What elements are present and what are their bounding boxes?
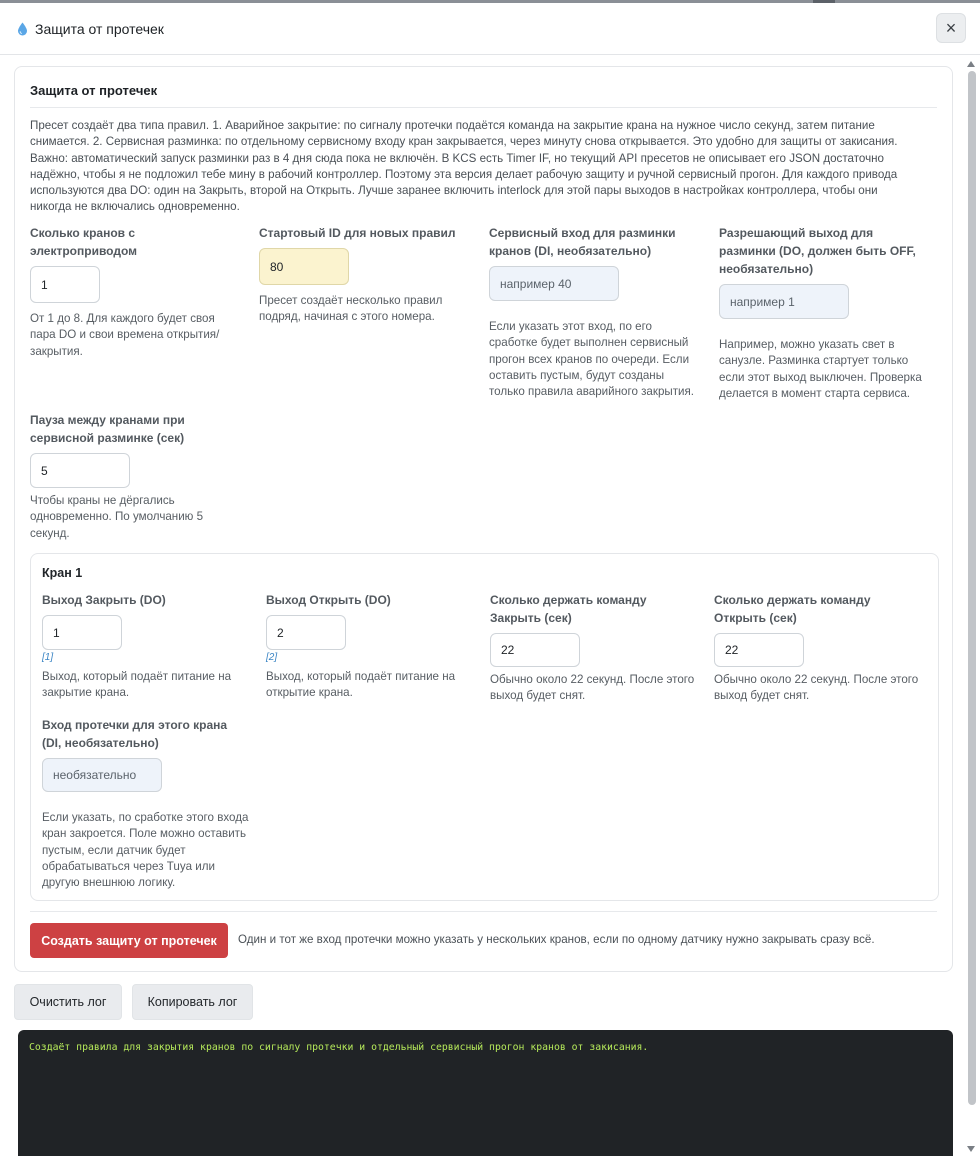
card-title: Защита от протечек bbox=[30, 83, 158, 98]
log-line: Создаёт правила для закрытия кранов по сигналу протечки и отдельный сервисный прогон кранов от закисания. bbox=[29, 1042, 649, 1053]
start-id-input[interactable]: 80 bbox=[259, 248, 349, 285]
leak-input-label: Вход протечки для этого крана (DI, необязательно) bbox=[42, 718, 228, 750]
scroll-thumb[interactable] bbox=[968, 71, 976, 1105]
valve-count-input[interactable]: 1 bbox=[30, 266, 100, 303]
valve-1-card bbox=[30, 553, 939, 901]
pause-hint: Чтобы краны не дёргались одновременно. По умолчанию 5 секунд. bbox=[30, 494, 204, 540]
service-input-label: Сервисный вход для разминки кранов (DI, необязательно) bbox=[489, 226, 676, 258]
valve-count-label: Сколько кранов с электроприводом bbox=[30, 226, 138, 258]
leak-protection-card bbox=[14, 66, 953, 972]
valve-count-hint: От 1 до 8. Для каждого будет своя пара DO и свои времена открытия/ закрытия. bbox=[30, 312, 220, 358]
service-input-field[interactable]: например 40 bbox=[489, 266, 619, 301]
divider bbox=[30, 911, 937, 912]
close-time-input[interactable]: 22 bbox=[490, 633, 580, 667]
open-output-input[interactable]: 2 bbox=[266, 615, 346, 650]
open-time-hint: Обычно около 22 секунд. После этого выход будет снят. bbox=[714, 673, 919, 703]
create-hint: Один и тот же вход протечки можно указать у нескольких кранов, если по одному датчику нужно закрывать сразу всё. bbox=[238, 933, 875, 946]
scrollbar[interactable] bbox=[964, 55, 980, 1156]
enable-output-field[interactable]: например 1 bbox=[719, 284, 849, 319]
open-output-ref: [2] bbox=[266, 652, 278, 663]
leak-input-field[interactable]: необязательно bbox=[42, 758, 162, 792]
clear-log-button[interactable]: Очистить лог bbox=[14, 984, 122, 1020]
valve-1-title: Кран 1 bbox=[42, 566, 83, 580]
close-output-input[interactable]: 1 bbox=[42, 615, 122, 650]
close-output-ref: [1] bbox=[42, 652, 54, 663]
divider bbox=[30, 107, 937, 108]
start-id-hint: Пресет создаёт несколько правил подряд, начиная с этого номера. bbox=[259, 294, 443, 324]
pause-input[interactable]: 5 bbox=[30, 453, 130, 488]
leak-input-hint: Если указать, по сработке этого входа кран закроется. Поле можно оставить пустым, если датчик будет обрабатываться через Tuya или другую внешнюю логику. bbox=[42, 811, 249, 890]
open-time-input[interactable]: 22 bbox=[714, 633, 804, 667]
intro-text: Пресет создаёт два типа правил. 1. Аварийное закрытие: по сигналу протечки подаётся команда на закрытие крана на нужное число секунд, затем питание снимается. 2. Сервисная разминка: по отдельному сервисному входу кран закрывается, через минуту снова открывается. Это удобно для защиты от закисания. Важно: автоматический запуск разминки раз в 4 дня сюда пока не включён. В KCS есть Timer IF, но текущий API пресетов не описывает его JSON достаточно надёжно, чтобы я не подложил тебе мину в рабочий контроллер. Поэтому эта версия делает рабочую защиту и ручной сервисный прогон. Для каждого привода используются два DO: один на Закрыть, второй на Открыть. Лучше заранее включить interlock для этой пары выходов в настройках контроллера, чтобы они никогда не включались одновременно. bbox=[30, 119, 898, 214]
open-time-label: Сколько держать команду Открыть (сек) bbox=[714, 593, 871, 625]
modal-title: Защита от протечек bbox=[35, 20, 164, 37]
close-icon: × bbox=[945, 17, 957, 38]
close-output-label: Выход Закрыть (DO) bbox=[42, 593, 166, 607]
service-input-hint: Если указать этот вход, по его сработке будет выполнен сервисный прогон всех кранов по очереди. Если оставить пустым, будут созданы только правила аварийного закрытия. bbox=[489, 320, 695, 399]
close-button[interactable] bbox=[936, 13, 966, 43]
enable-output-label: Разрешающий выход для разминки (DO, должен быть OFF, необязательно) bbox=[719, 226, 916, 276]
pause-label: Пауза между кранами при сервисной разминке (сек) bbox=[30, 413, 185, 445]
log-console[interactable] bbox=[18, 1030, 953, 1156]
close-output-hint: Выход, который подаёт питание на закрытие крана. bbox=[42, 670, 232, 700]
create-protection-button[interactable]: Создать защиту от протечек bbox=[30, 923, 228, 958]
copy-log-button[interactable]: Копировать лог bbox=[132, 984, 253, 1020]
open-output-hint: Выход, который подаёт питание на открытие крана. bbox=[266, 670, 456, 700]
water-drop-icon bbox=[17, 22, 28, 36]
start-id-label: Стартовый ID для новых правил bbox=[259, 226, 456, 240]
close-time-label: Сколько держать команду Закрыть (сек) bbox=[490, 593, 647, 625]
scroll-up-arrow-icon[interactable] bbox=[967, 61, 975, 67]
enable-output-hint: Например, можно указать свет в санузле. Разминка стартует только если этот выход выключен. Проверка делается в момент старта сервиса. bbox=[719, 338, 922, 400]
close-time-hint: Обычно около 22 секунд. После этого выход будет снят. bbox=[490, 673, 695, 703]
open-output-label: Выход Открыть (DO) bbox=[266, 593, 391, 607]
modal-header bbox=[0, 3, 980, 55]
scroll-down-arrow-icon[interactable] bbox=[967, 1146, 975, 1152]
